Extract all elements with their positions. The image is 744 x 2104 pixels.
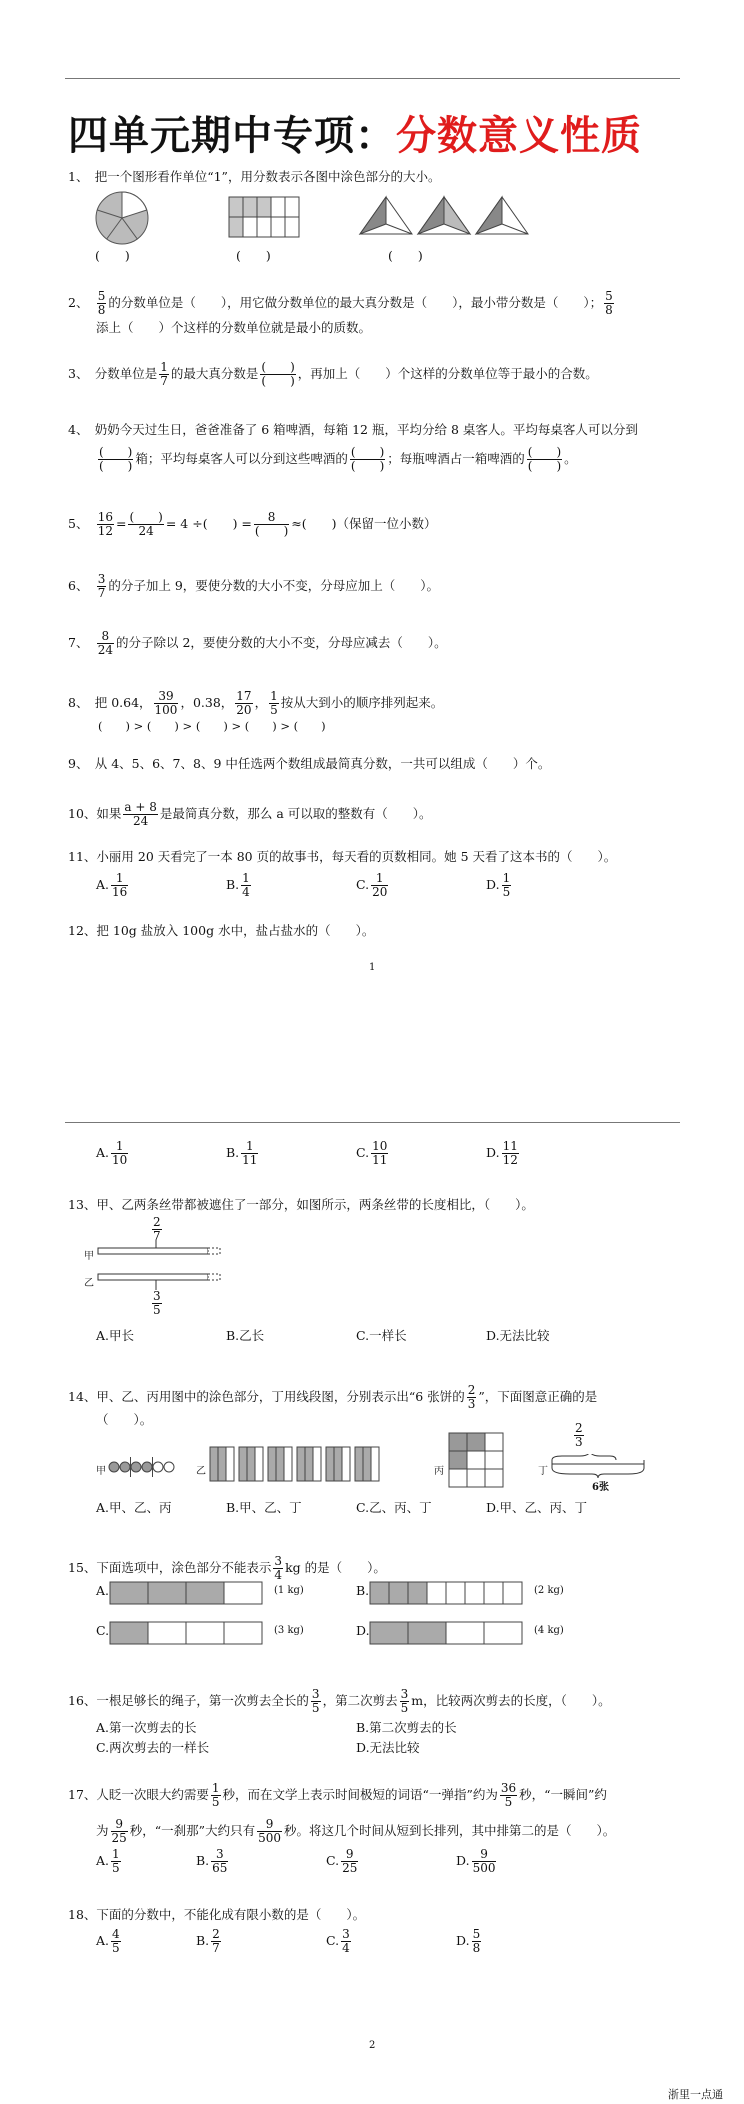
question-3: 3、 分数单位是 $\frac{1}{7}$ 的最大真分数是 $\frac{( )}{( )}$ ，再加上（ ）个这样的分数单位等于最小的合数。: [68, 360, 598, 388]
question-13: 13、甲、乙两条丝带都被遮住了一部分，如图所示，两条丝带的长度相比，（ ）。: [68, 1197, 534, 1212]
q11-option-1[interactable]: B. $\frac{1}{4}$: [226, 871, 250, 899]
q15-bar-cell: [389, 1582, 408, 1604]
ribbon-jia-label: 甲: [84, 1251, 94, 1262]
segment-label: 6张: [592, 1482, 609, 1493]
question-6: 6、 $\frac{3}{7}$ 的分子加上 9，要使分数的大小不变，分母应加上（ ）。: [68, 572, 440, 600]
q12-option-0[interactable]: A. $\frac{1}{10}$: [96, 1139, 128, 1167]
footer-brand: 浙里一点通: [668, 2088, 723, 2101]
q18-option-0[interactable]: A. $\frac{4}{5}$: [96, 1927, 120, 1955]
q14-option-1[interactable]: B.甲、乙、丁: [226, 1500, 302, 1515]
label-jia: 甲: [96, 1466, 106, 1477]
q15-bar-cell: [148, 1622, 186, 1644]
q15-bar-cell: [484, 1582, 503, 1604]
q18-option-2[interactable]: C. $\frac{3}{4}$: [326, 1927, 350, 1955]
segment-fraction: $\frac{2}{3}$: [575, 1421, 583, 1449]
question-4: 4、 奶奶今天过生日，爸爸准备了 6 箱啤酒，每箱 12 瓶，平均分给 8 桌客人。平均每桌客人可以分到: [68, 422, 638, 437]
pie-figure: [90, 190, 170, 250]
q15-option-2-label[interactable]: C.: [96, 1623, 110, 1638]
q18-option-1[interactable]: B. $\frac{2}{7}$: [196, 1927, 220, 1955]
q15-bar-cell: [186, 1622, 224, 1644]
question-8: 8、 把 0.64， $\frac{39}{100}$ ，0.38， $\frac{17}{20}$ ， $\frac{1}{5}$ 按从大到小的顺序排列起来。: [68, 689, 444, 717]
q15-bar-cell: [408, 1582, 427, 1604]
question-17-line2: 为 $\frac{9}{25}$ 秒，“一刹那”大约只有 $\frac{9}{500}$ 秒。将这几个时间从短到长排列，其中排第二的是（ ）。: [96, 1817, 616, 1845]
q12-option-3[interactable]: D. $\frac{11}{12}$: [486, 1139, 518, 1167]
q16-option-b[interactable]: B.第二次剪去的长: [356, 1720, 457, 1735]
question-11: 11、小丽用 20 天看完了一本 80 页的故事书，每天看的页数相同。她 5 天看了这本书的（ ）。: [68, 849, 617, 864]
q15-option-1-label[interactable]: B.: [356, 1583, 370, 1598]
ribbon-yi-label: 乙: [84, 1278, 94, 1289]
question-5: 5、 $\frac{16}{12}$ = $\frac{( )}{24}$ = 4 ÷( ) = $\frac{8}{( )}$ ≈( )（保留一位小数）: [68, 510, 437, 538]
q11-option-2[interactable]: C. $\frac{1}{20}$: [356, 871, 388, 899]
q15-bar-cell: [503, 1582, 522, 1604]
question-7: 7、 $\frac{8}{24}$ 的分子除以 2，要使分数的大小不变，分母应减去（ ）。: [68, 629, 447, 657]
segment-figure: [550, 1454, 650, 1480]
q16-option-d[interactable]: D.无法比较: [356, 1740, 420, 1755]
blank-1b: ( ): [236, 248, 271, 263]
q13-option-3[interactable]: D.无法比较: [486, 1328, 550, 1343]
question-14-line2: （ ）。: [96, 1412, 153, 1427]
q15-bar-cell: [465, 1582, 484, 1604]
question-18: 18、下面的分数中，不能化成有限小数的是（ ）。: [68, 1907, 366, 1922]
page-number-1: 1: [369, 962, 376, 973]
label-yi: 乙: [196, 1466, 206, 1477]
question-8-blanks: ( ) > ( ) > ( ) > ( ) > ( ): [98, 719, 326, 733]
q15-bar-cell: [484, 1622, 522, 1644]
q18-option-3[interactable]: D. $\frac{5}{8}$: [456, 1927, 481, 1955]
label-bing: 丙: [434, 1466, 444, 1477]
triangles-figure: [356, 194, 536, 240]
ribbon-figure: [96, 1240, 226, 1290]
q13-option-0[interactable]: A.甲长: [96, 1328, 135, 1343]
q15-bar-cell: [110, 1582, 148, 1604]
q15-option-0-bar: [108, 1580, 268, 1606]
q15-bar-cell: [186, 1582, 224, 1604]
rectangles-figure: [209, 1446, 384, 1482]
blank-1a: ( ): [95, 248, 130, 263]
q15-option-1-weight: (2 kg): [534, 1585, 564, 1596]
q15-bar-cell: [148, 1582, 186, 1604]
top-rule: [65, 78, 680, 79]
q15-option-3-label[interactable]: D.: [356, 1623, 370, 1638]
q17-option-0[interactable]: A. $\frac{1}{5}$: [96, 1847, 120, 1875]
q15-option-3-weight: (4 kg): [534, 1625, 564, 1636]
q13-top-fraction: $\frac{2}{7}$: [153, 1215, 161, 1243]
question-4-line2: $\frac{( )}{( )}$ 箱；平均每桌客人可以分到这些啤酒的 $\frac{( )}{( )}$ ；每瓶啤酒占一箱啤酒的 $\frac{( )}{( )}$ 。: [99, 445, 577, 473]
q13-bottom-fraction: $\frac{3}{5}$: [153, 1289, 161, 1317]
q15-option-2-weight: (3 kg): [274, 1625, 304, 1636]
q15-option-3-bar: [368, 1620, 528, 1646]
q15-bar-cell: [224, 1622, 262, 1644]
question-17: 17、人眨一次眼大约需要 $\frac{1}{5}$ 秒，而在文学上表示时间极短的词语“一弹指”约为 $\frac{36}{5}$ 秒，“一瞬间”约: [68, 1781, 607, 1809]
q11-option-3[interactable]: D. $\frac{1}{5}$: [486, 871, 511, 899]
label-ding: 丁: [538, 1466, 548, 1477]
q15-bar-cell: [446, 1622, 484, 1644]
q15-bar-cell: [408, 1622, 446, 1644]
square-grid-figure: [448, 1432, 506, 1490]
question-2: 2、 $\frac{5}{8}$ 的分数单位是（ ），用它做分数单位的最大真分数是（ ），最小带分数是（ ）； $\frac{5}{8}$: [68, 289, 613, 317]
question-10: 10、如果 $\frac{a + 8}{24}$ 是最简真分数，那么 a 可以取的整数有（ ）。: [68, 800, 432, 828]
page-number-2: 2: [369, 2040, 376, 2051]
circles-figure: [108, 1455, 182, 1479]
q13-option-1[interactable]: B.乙长: [226, 1328, 265, 1343]
q15-bar-cell: [370, 1622, 408, 1644]
q17-option-1[interactable]: B. $\frac{3}{65}$: [196, 1847, 228, 1875]
question-1: 1、 把一个图形看作单位“1”，用分数表示各图中涂色部分的大小。: [68, 169, 441, 184]
q11-option-0[interactable]: A. $\frac{1}{16}$: [96, 871, 128, 899]
page-title: 四单元期中专项：分数意义性质: [68, 113, 642, 159]
q17-option-3[interactable]: D. $\frac{9}{500}$: [456, 1847, 496, 1875]
q15-bar-cell: [370, 1582, 389, 1604]
question-16: 16、一根足够长的绳子，第一次剪去全长的 $\frac{3}{5}$ ，第二次剪去 $\frac{3}{5}$ m，比较两次剪去的长度，（ ）。: [68, 1687, 611, 1715]
q14-option-3[interactable]: D.甲、乙、丙、丁: [486, 1500, 588, 1515]
q14-option-0[interactable]: A.甲、乙、丙: [96, 1500, 172, 1515]
q17-option-2[interactable]: C. $\frac{9}{25}$: [326, 1847, 358, 1875]
q16-option-c[interactable]: C.两次剪去的一样长: [96, 1740, 210, 1755]
q14-option-2[interactable]: C.乙、丙、丁: [356, 1500, 432, 1515]
q15-bar-cell: [427, 1582, 446, 1604]
question-12: 12、把 10g 盐放入 100g 水中，盐占盐水的（ ）。: [68, 923, 375, 938]
q12-option-1[interactable]: B. $\frac{1}{11}$: [226, 1139, 258, 1167]
q15-option-1-bar: [368, 1580, 528, 1606]
question-2-line2: 添上（ ）个这样的分数单位就是最小的质数。: [96, 320, 372, 335]
q12-option-2[interactable]: C. $\frac{10}{11}$: [356, 1139, 388, 1167]
q15-option-2-bar: [108, 1620, 268, 1646]
q15-option-0-label[interactable]: A.: [96, 1583, 110, 1598]
q13-option-2[interactable]: C.一样长: [356, 1328, 407, 1343]
q15-bar-cell: [224, 1582, 262, 1604]
question-14: 14、甲、乙、丙用图中的涂色部分，丁用线段图，分别表示出“6 张饼的 $\frac{2}{3}$ ”，下面图意正确的是: [68, 1383, 598, 1411]
question-15: 15、下面选项中，涂色部分不能表示 $\frac{3}{4}$ kg 的是（ ）。: [68, 1554, 386, 1582]
blank-1c: ( ): [388, 248, 423, 263]
q15-bar-cell: [446, 1582, 465, 1604]
question-9: 9、 从 4、5、6、7、8、9 中任选两个数组成最简真分数，一共可以组成（ ）个。: [68, 756, 551, 771]
page2-rule: [65, 1122, 680, 1123]
q16-option-a[interactable]: A.第一次剪去的长: [96, 1720, 197, 1735]
q15-bar-cell: [110, 1622, 148, 1644]
grid-figure: [228, 196, 308, 240]
q15-option-0-weight: (1 kg): [274, 1585, 304, 1596]
